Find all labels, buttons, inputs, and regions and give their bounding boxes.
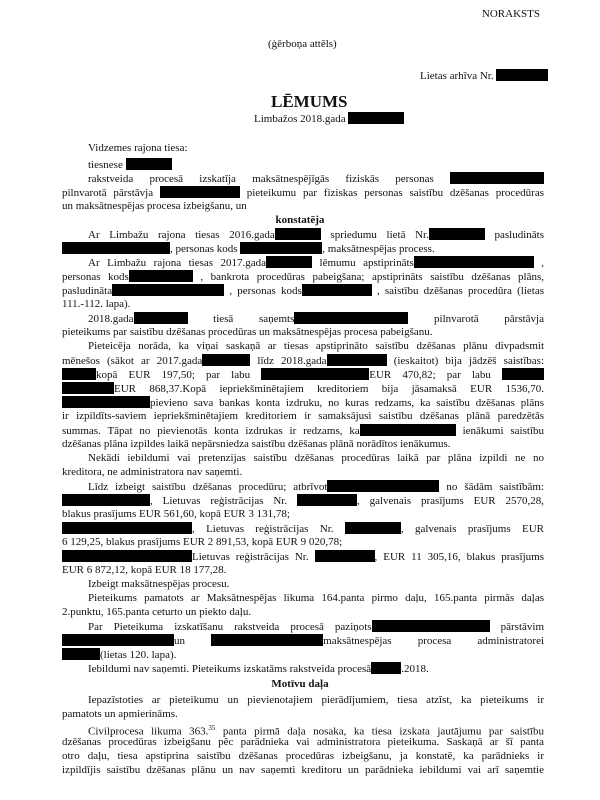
redaction: [360, 424, 456, 436]
text-fragment: Limbažos 2018.gada: [254, 113, 346, 125]
court-name: Vidzemes rajona tiesa:: [88, 142, 188, 154]
text-line: ir izpildīts-saviem iepriekšminētajiem kreditoriem ir samaksājusi saistību dzēšanas plānā paredzētās: [62, 410, 544, 422]
judge-line: [88, 158, 172, 171]
text-line: [62, 270, 544, 284]
text-fragment: , Lietuvas reģistrācijas Nr.: [192, 523, 334, 535]
text-fragment: mēnešos (sākot ar 2017.gada: [62, 355, 203, 367]
text-line: Iepazīstoties ar pieteikumu un pievienotajiem pierādījumiem, tiesa atzīst, ka pieteikums ir: [88, 694, 544, 706]
text-line: izpildījis saistību dzēšanas plānu un nav saņemti kreditoru un parādnieka iebildumi vai arī saņemtie: [62, 764, 544, 776]
text-line: Pieteicēja norāda, ka viņai saskaņā ar tiesas apstiprināto saistību dzēšanas plānu divpadsmit: [88, 340, 544, 352]
text-fragment: no šādām saistībām:: [446, 481, 544, 493]
text-line: [62, 396, 544, 410]
heading-motivu-dala: Motīvu daļa: [271, 678, 329, 690]
text-line: [62, 662, 544, 676]
redaction: [202, 354, 250, 366]
text-line: Izbeigt maksātnespējas procesu.: [88, 578, 230, 590]
copy-label: NORAKSTS: [481, 8, 540, 20]
text-fragment: pasludināta: [62, 285, 113, 297]
redaction: [327, 480, 439, 492]
text-fragment: .2018.: [401, 663, 429, 675]
text-fragment: pārstāvim: [500, 621, 545, 633]
intro-line-1: [62, 172, 544, 186]
text-line: dzēšanas plāna izpildes laikā nepārsniedza saistību dzēšanas plānā norādītos ienākumus.: [62, 438, 451, 450]
redaction: [414, 256, 534, 268]
text-line: 6 129,25, blakus prasījums EUR 2 891,53, kopā EUR 9 020,78;: [62, 536, 343, 548]
intro-line-2: [62, 186, 544, 200]
text-fragment: Ar Limbažu rajona tiesas 2016.gada: [88, 229, 275, 241]
text-line: dzēšanas procedūras izbeigšanu pēc parādnieka vai administratora pieteikuma. Saskaņā ar šī panta: [62, 736, 544, 748]
text-fragment: pilnvarotā pārstāvja: [62, 187, 154, 199]
redaction: [429, 228, 485, 240]
text-line: [62, 550, 544, 564]
redaction: [62, 522, 192, 534]
text-fragment: 35: [208, 724, 216, 732]
text-line: pamatots un apmierināms.: [62, 708, 178, 720]
redaction: [348, 112, 404, 124]
text-fragment: (lietas 120. lapa).: [100, 649, 177, 661]
text-line: [62, 228, 544, 242]
text-fragment: rakstveida procesā izskatīja maksātnespējīgās fiziskās personas: [88, 173, 434, 185]
text-fragment: ,: [541, 257, 545, 269]
text-line: 2.punktu, 165.panta ceturto un piekto daļu.: [62, 606, 252, 618]
text-line: [62, 634, 544, 648]
text-line: [62, 424, 544, 438]
text-fragment: , galvenais prasījums EUR 2570,28,: [356, 495, 544, 507]
text-line: [62, 648, 544, 662]
text-fragment: tiesā saņemts: [213, 313, 295, 325]
redaction: [211, 634, 323, 646]
redaction: [62, 382, 114, 394]
redaction: [302, 284, 372, 296]
text-fragment: personas kods: [62, 271, 129, 283]
redaction: [62, 494, 150, 506]
text-fragment: EUR 470,82; par labu: [369, 369, 491, 381]
text-line: [62, 494, 544, 508]
text-line: [62, 242, 544, 256]
redaction: [294, 312, 408, 324]
text-fragment: Lietuvas reģistrācijas Nr.: [192, 551, 309, 563]
text-line: [62, 480, 544, 494]
text-line: [62, 522, 544, 536]
redaction: [371, 662, 401, 674]
text-fragment: pieteikumu par fiziskas personas saistību dzēšanas procedūras: [246, 187, 544, 199]
text-line: 111.-112. lapa).: [62, 298, 131, 310]
text-fragment: summas. Tāpat no pievienotās konta izdrukas ir redzams, ka: [62, 425, 360, 437]
text-line: Pieteikums pamatots ar Maksātnespējas likuma 164.panta pirmo daļu, 165.panta pirmās daļas: [88, 592, 544, 604]
redaction: [297, 494, 357, 506]
redaction: [160, 186, 240, 198]
text-fragment: EUR 868,37.Kopā iepriekšminētajiem kreditoriem bija jāsamaksā EUR 1536,70.: [114, 383, 544, 395]
text-line: [62, 620, 544, 634]
redaction: [62, 648, 100, 660]
redaction: [62, 242, 170, 254]
text-fragment: , personas kods: [170, 243, 238, 255]
redaction: [126, 158, 172, 170]
text-line: pieteikums par saistību dzēšanas procedūras un maksātnespējas procesa pabeigšanu.: [62, 326, 433, 338]
text-line: [62, 312, 544, 326]
redaction: [134, 312, 188, 324]
text-fragment: maksātnespējas procesa administratorei: [323, 635, 545, 647]
text-fragment: tiesnese: [88, 159, 123, 171]
text-fragment: pilnvarotā pārstāvja: [434, 313, 544, 325]
heading-konstateja: konstatēja: [275, 214, 325, 226]
redaction: [62, 396, 150, 408]
text-line: blakus prasījums EUR 561,60, kopā EUR 3 131,78;: [62, 508, 290, 520]
text-fragment: Civilprocesa likuma 363.: [88, 725, 209, 738]
text-fragment: Līdz izbeigt saistību dzēšanas procedūru; atbrīvot: [88, 481, 328, 493]
text-fragment: , galvenais prasījums EUR: [400, 523, 544, 535]
text-line: kreditora, ne administratora nav saņemti.: [62, 466, 243, 478]
text-fragment: panta pirmā daļa nosaka, ka tiesa izskata jautājumu par saistību: [215, 725, 544, 738]
text-fragment: Iebildumi nav saņemti. Pieteikums izskatāms rakstveida procesā: [88, 663, 372, 675]
redaction: [345, 522, 401, 534]
redaction: [450, 172, 544, 184]
text-fragment: Par Pieteikuma izskatīšanu rakstveida procesā paziņots: [88, 621, 372, 633]
text-fragment: 2018.gada: [88, 313, 134, 325]
redaction: [266, 256, 312, 268]
redaction: [372, 620, 490, 632]
text-line: EUR 6 872,12, kopā EUR 18 177,28.: [62, 564, 227, 576]
intro-line-3: un maksātnespējas procesa izbeigšanu, un: [62, 200, 247, 212]
redaction: [327, 354, 387, 366]
text-fragment: , Lietuvas reģistrācijas Nr.: [150, 495, 288, 507]
redaction: [240, 242, 322, 254]
text-fragment: spriedumu lietā Nr.: [330, 229, 429, 241]
redaction: [129, 270, 193, 282]
document-title: LĒMUMS: [271, 92, 348, 111]
redaction: [502, 368, 544, 380]
coat-of-arms-placeholder: (ģērboņa attēls): [268, 38, 337, 50]
text-fragment: un: [174, 635, 185, 647]
text-fragment: , personas kods: [229, 285, 302, 297]
archive-number-label: Lietas arhīva Nr.: [420, 70, 494, 82]
text-line: [62, 354, 544, 368]
archive-number: [420, 69, 548, 82]
text-line: Nekādi iebildumi vai pretenzijas saistību dzēšanas procedūras laikā par plāna izpildi ne no: [88, 452, 544, 464]
redaction: [62, 550, 192, 562]
redaction: [275, 228, 321, 240]
text-line: [62, 382, 544, 396]
text-fragment: , EUR 11 305,16, blakus prasījums: [374, 551, 544, 563]
text-fragment: pievieno sava bankas konta izdruku, no kuras redzams, ka saistību dzēšanas plāns: [150, 397, 544, 409]
text-line: otro daļu, tiesa apstiprina saistību dzēšanas procedūras izbeigšanu, ja konstatē, ka parādnieks ir: [62, 750, 544, 762]
text-fragment: , maksātnespējas process.: [322, 243, 435, 255]
redaction: [62, 368, 96, 380]
place-date: [254, 112, 404, 125]
text-fragment: , saistību dzēšanas procedūra (lietas: [376, 285, 545, 297]
text-line: [62, 284, 544, 298]
text-fragment: ienākumi saistību: [462, 425, 545, 437]
text-fragment: kopā EUR 197,50; par labu: [96, 369, 251, 381]
redaction: [62, 634, 174, 646]
text-fragment: līdz 2018.gada: [257, 355, 327, 367]
text-fragment: pasludināts: [494, 229, 545, 241]
redaction: [112, 284, 224, 296]
redaction: [315, 550, 375, 562]
text-fragment: , bankrota procedūras pabeigšana; apstiprināts saistību dzēšanas plāns,: [200, 271, 544, 283]
text-fragment: Ar Limbažu rajona tiesas 2017.gada: [88, 257, 267, 269]
text-line: [62, 368, 544, 382]
text-fragment: lēmumu apstiprināts: [319, 257, 414, 269]
text-fragment: (ieskaitot) bija jādzēš saistības:: [393, 355, 545, 367]
redaction: [261, 368, 369, 380]
redaction: [496, 69, 548, 81]
text-line: [62, 256, 544, 270]
